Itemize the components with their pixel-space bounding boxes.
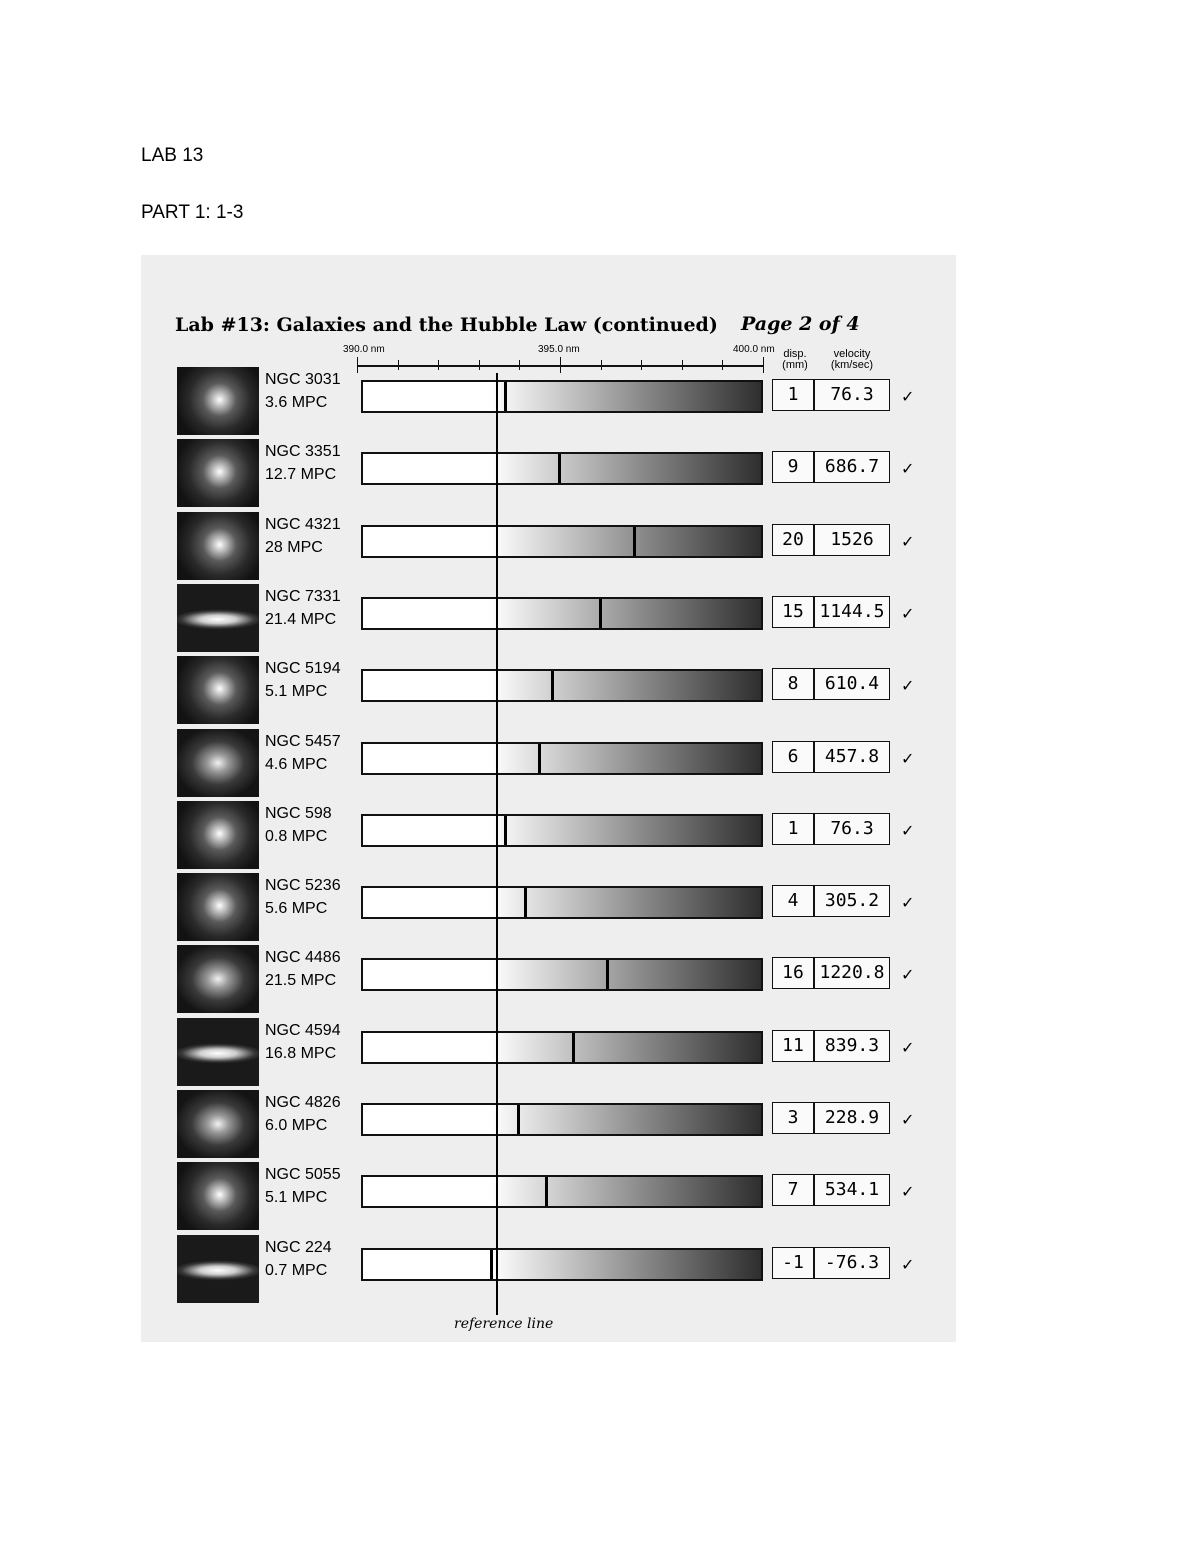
velocity-header-line1: velocity <box>833 348 871 360</box>
galaxy-name: NGC 5055 <box>265 1166 341 1184</box>
disp-value: 11 <box>772 1030 814 1062</box>
galaxy-row <box>141 1235 956 1307</box>
spectrum-strip <box>361 1248 763 1281</box>
galaxy-image <box>177 873 259 941</box>
worksheet-title: Lab #13: Galaxies and the Hubble Law (continued) <box>175 314 718 336</box>
galaxy-row <box>141 801 956 873</box>
galaxy-distance: 5.6 MPC <box>265 900 328 918</box>
galaxy-distance: 21.4 MPC <box>265 610 337 628</box>
check-mark-icon: ✓ <box>901 895 915 913</box>
velocity-value: 1144.5 <box>814 596 890 628</box>
velocity-value: 457.8 <box>814 741 890 773</box>
galaxy-image <box>177 367 259 435</box>
worksheet-scan <box>141 255 956 1342</box>
galaxy-name: NGC 598 <box>265 804 332 822</box>
check-mark-icon: ✓ <box>901 750 915 768</box>
galaxy-name: NGC 7331 <box>265 587 341 605</box>
galaxy-image <box>177 945 259 1013</box>
check-mark-icon: ✓ <box>901 389 915 406</box>
galaxy-row <box>141 656 956 728</box>
velocity-value: 1526 <box>814 524 890 556</box>
galaxy-row <box>141 873 956 945</box>
galaxy-distance: 12.7 MPC <box>265 466 337 484</box>
galaxy-row <box>141 367 956 439</box>
velocity-value: 1220.8 <box>814 957 890 989</box>
velocity-value: 76.3 <box>814 813 890 845</box>
galaxy-row <box>141 584 956 656</box>
absorption-line <box>599 599 602 628</box>
galaxy-image <box>177 1162 259 1230</box>
absorption-line <box>606 960 609 989</box>
galaxy-row <box>141 729 956 801</box>
galaxy-distance: 0.8 MPC <box>265 827 328 845</box>
spectrum-strip <box>361 669 763 702</box>
velocity-value: -76.3 <box>814 1247 890 1279</box>
velocity-value: 76.3 <box>814 379 890 411</box>
galaxy-distance: 3.6 MPC <box>265 394 328 411</box>
galaxy-distance: 0.7 MPC <box>265 1261 328 1279</box>
disp-value: 16 <box>772 957 814 989</box>
spectrum-strip <box>361 380 763 413</box>
disp-header-line2: (mm) <box>782 359 808 371</box>
galaxy-name: NGC 224 <box>265 1238 332 1256</box>
absorption-line <box>558 454 561 483</box>
absorption-line <box>551 671 554 700</box>
document-heading: LAB 13 <box>141 145 204 166</box>
galaxy-row <box>141 512 956 584</box>
galaxy-image <box>177 1090 259 1158</box>
spectrum-strip <box>361 1175 763 1208</box>
galaxy-distance: 28 MPC <box>265 538 323 556</box>
scale-label-390: 390.0 nm <box>343 344 385 355</box>
galaxy-image <box>177 439 259 507</box>
spectrum-strip <box>361 1103 763 1136</box>
spectrum-strip <box>361 1031 763 1064</box>
galaxy-row <box>141 1162 956 1234</box>
reference-line <box>496 373 498 1315</box>
check-mark-icon: ✓ <box>901 1039 915 1057</box>
check-mark-icon: ✓ <box>901 1184 915 1202</box>
absorption-line <box>572 1033 575 1062</box>
scale-label-395: 395.0 nm <box>538 344 580 355</box>
galaxy-name: NGC 4826 <box>265 1094 341 1111</box>
spectrum-strip <box>361 958 763 991</box>
page-label: Page 2 of 4 <box>741 313 860 335</box>
spectrum-strip <box>361 452 763 485</box>
spectrum-strip <box>361 597 763 630</box>
galaxy-image <box>177 801 259 869</box>
disp-value: 3 <box>772 1102 814 1134</box>
velocity-value: 228.9 <box>814 1102 890 1134</box>
disp-value: -1 <box>772 1247 814 1279</box>
absorption-line <box>517 1105 520 1134</box>
absorption-line <box>633 527 636 556</box>
galaxy-row <box>141 945 956 1017</box>
check-mark-icon: ✓ <box>901 533 915 551</box>
galaxy-name: NGC 4594 <box>265 1021 341 1039</box>
disp-value: 20 <box>772 524 814 556</box>
galaxy-row <box>141 1018 956 1090</box>
velocity-value: 610.4 <box>814 668 890 700</box>
disp-value: 7 <box>772 1174 814 1206</box>
galaxy-distance: 6.0 MPC <box>265 1117 328 1134</box>
velocity-value: 839.3 <box>814 1030 890 1062</box>
absorption-line <box>545 1177 548 1206</box>
absorption-line <box>490 1250 493 1279</box>
disp-value: 9 <box>772 451 814 483</box>
galaxy-image <box>177 584 259 652</box>
galaxy-distance: 21.5 MPC <box>265 972 337 990</box>
check-mark-icon: ✓ <box>901 1256 915 1274</box>
reference-line-label: reference line <box>454 1316 554 1332</box>
galaxy-distance: 5.1 MPC <box>265 1189 328 1207</box>
absorption-line <box>538 744 541 773</box>
galaxy-name: NGC 5457 <box>265 732 341 750</box>
disp-value: 6 <box>772 741 814 773</box>
absorption-line <box>504 816 507 845</box>
disp-value: 1 <box>772 813 814 845</box>
check-mark-icon: ✓ <box>901 678 915 696</box>
galaxy-image <box>177 1235 259 1303</box>
disp-value: 1 <box>772 379 814 411</box>
disp-header-line1: disp. <box>783 348 807 360</box>
disp-value: 8 <box>772 668 814 700</box>
check-mark-icon: ✓ <box>901 461 915 479</box>
disp-value: 15 <box>772 596 814 628</box>
velocity-value: 534.1 <box>814 1174 890 1206</box>
galaxy-image <box>177 512 259 580</box>
disp-value: 4 <box>772 885 814 917</box>
galaxy-name: NGC 3031 <box>265 371 341 388</box>
galaxy-distance: 16.8 MPC <box>265 1044 337 1062</box>
check-mark-icon: ✓ <box>901 1112 915 1129</box>
check-mark-icon: ✓ <box>901 967 915 985</box>
document-subheading: PART 1: 1-3 <box>141 202 244 223</box>
galaxy-name: NGC 5236 <box>265 877 341 895</box>
galaxy-row <box>141 439 956 511</box>
spectrum-strip <box>361 886 763 919</box>
velocity-value: 305.2 <box>814 885 890 917</box>
galaxy-name: NGC 5194 <box>265 660 341 678</box>
spectrum-strip <box>361 742 763 775</box>
galaxy-name: NGC 4321 <box>265 515 341 533</box>
galaxy-distance: 4.6 MPC <box>265 755 328 773</box>
spectrum-strip <box>361 814 763 847</box>
galaxy-name: NGC 4486 <box>265 949 341 967</box>
galaxy-name: NGC 3351 <box>265 443 341 461</box>
check-mark-icon: ✓ <box>901 605 915 623</box>
spectrum-strip <box>361 525 763 558</box>
absorption-line <box>524 888 527 917</box>
absorption-line <box>504 382 507 411</box>
scale-label-400: 400.0 nm <box>733 344 775 355</box>
galaxy-distance: 5.1 MPC <box>265 683 328 701</box>
velocity-header-line2: (km/sec) <box>830 359 874 371</box>
galaxy-image <box>177 656 259 724</box>
galaxy-image <box>177 729 259 797</box>
velocity-value: 686.7 <box>814 451 890 483</box>
check-mark-icon: ✓ <box>901 822 915 840</box>
galaxy-image <box>177 1018 259 1086</box>
galaxy-row <box>141 1090 956 1162</box>
